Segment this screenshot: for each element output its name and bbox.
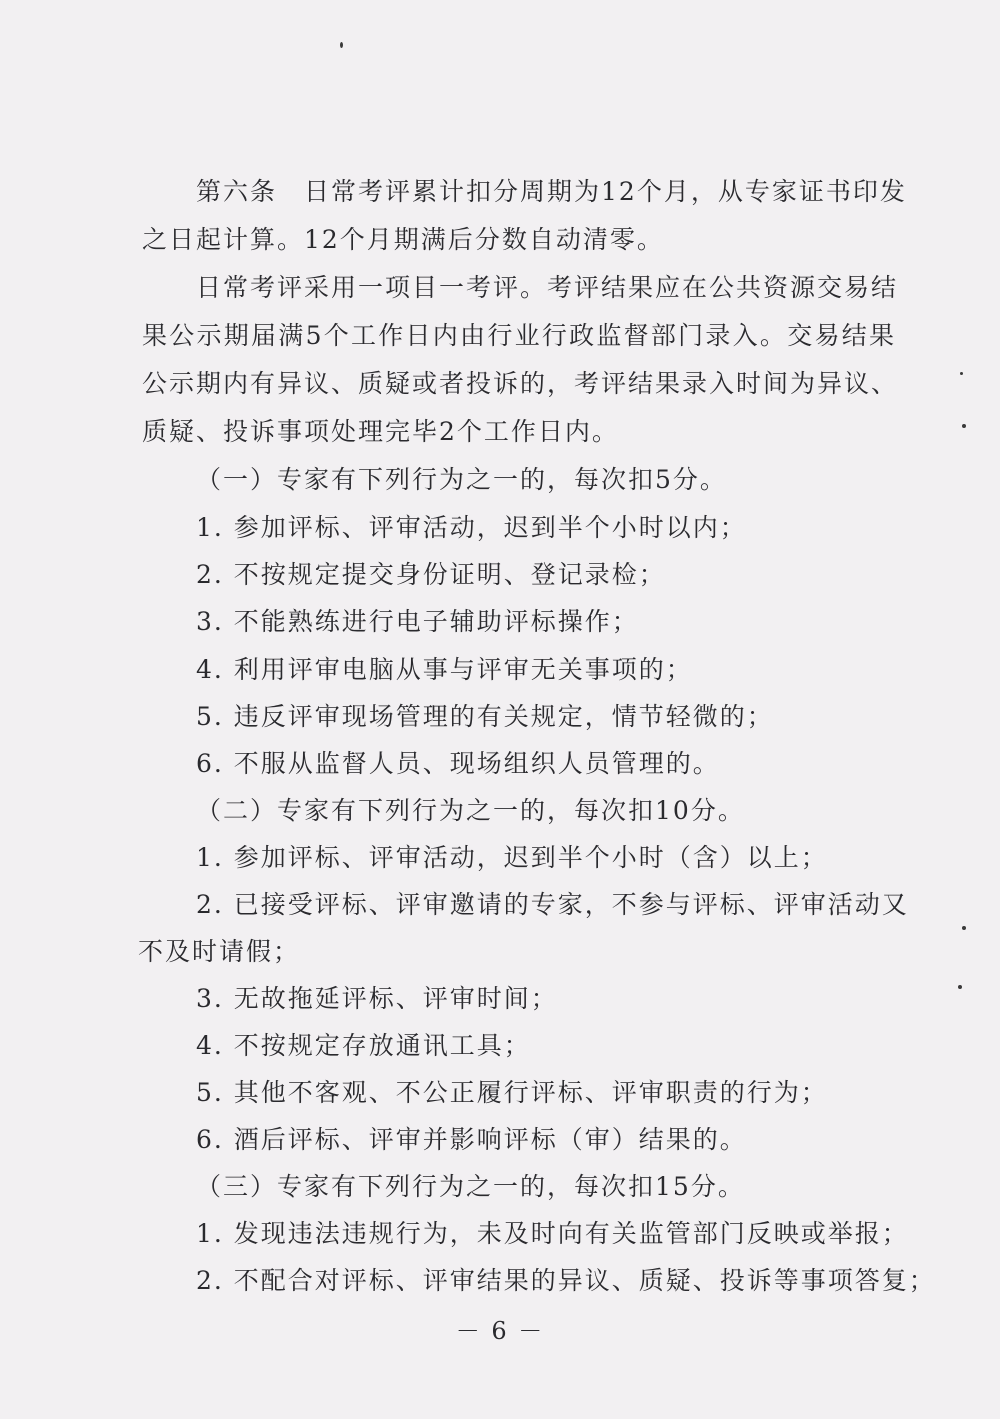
scan-speck xyxy=(340,42,343,48)
section-2-item-1: 1. 参加评标、评审活动，迟到半个小时（含）以上； xyxy=(196,843,828,872)
article-6-line-2: 之日起计算。12个月期满后分数自动清零。 xyxy=(142,225,664,254)
evaluation-paragraph-line-3: 公示期内有异议、质疑或者投诉的，考评结果录入时间为异议、 xyxy=(142,369,899,398)
evaluation-paragraph-line-4: 质疑、投诉事项处理完毕2个工作日内。 xyxy=(142,417,619,446)
scan-speck xyxy=(958,985,962,989)
section-2-item-4: 4. 不按规定存放通讯工具； xyxy=(196,1031,531,1060)
section-2-item-2-line-1: 2. 已接受评标、评审邀请的专家，不参与评标、评审活动又 xyxy=(196,890,909,919)
section-3-item-2: 2. 不配合对评标、评审结果的异议、质疑、投诉等事项答复； xyxy=(196,1266,936,1295)
section-1-item-2: 2. 不按规定提交身份证明、登记录检； xyxy=(196,560,666,589)
section-3-item-1: 1. 发现违法违规行为，未及时向有关监管部门反映或举报； xyxy=(196,1219,909,1248)
article-6-line-1: 第六条 日常考评累计扣分周期为12个月，从专家证书印发 xyxy=(196,177,907,206)
section-1-item-4: 4. 利用评审电脑从事与评审无关事项的； xyxy=(196,655,693,684)
page-number: － 6 － xyxy=(455,1317,545,1345)
scan-speck xyxy=(962,424,966,428)
section-1-item-5: 5. 违反评审现场管理的有关规定，情节轻微的； xyxy=(196,702,774,731)
scan-speck xyxy=(960,372,963,375)
section-2-item-3: 3. 无故拖延评标、评审时间； xyxy=(196,984,558,1013)
section-3-heading: （三）专家有下列行为之一的，每次扣15分。 xyxy=(196,1172,745,1201)
section-2-item-2-line-2: 不及时请假； xyxy=(138,937,301,966)
section-1-heading: （一）专家有下列行为之一的，每次扣5分。 xyxy=(196,465,727,494)
scan-speck xyxy=(962,926,966,930)
section-2-heading: （二）专家有下列行为之一的，每次扣10分。 xyxy=(196,796,745,825)
section-2-item-6: 6. 酒后评标、评审并影响评标（审）结果的。 xyxy=(196,1125,747,1154)
section-2-item-5: 5. 其他不客观、不公正履行评标、评审职责的行为； xyxy=(196,1078,828,1107)
section-1-item-6: 6. 不服从监督人员、现场组织人员管理的。 xyxy=(196,749,720,778)
evaluation-paragraph-line-1: 日常考评采用一项目一考评。考评结果应在公共资源交易结 xyxy=(196,273,899,302)
evaluation-paragraph-line-2: 果公示期届满5个工作日内由行业行政监督部门录入。交易结果 xyxy=(142,321,896,350)
section-1-item-1: 1. 参加评标、评审活动，迟到半个小时以内； xyxy=(196,513,747,542)
section-1-item-3: 3. 不能熟练进行电子辅助评标操作； xyxy=(196,607,639,636)
